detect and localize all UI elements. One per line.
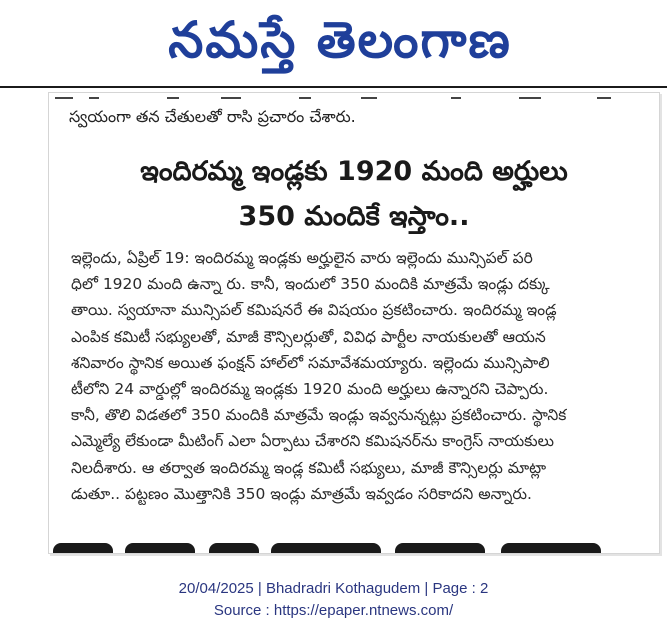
body-line: కానీ, తొలి విడతలో 350 మందికి మాత్రమే ఇండ్లు ఇవ్వనున్నట్లు ప్రకటించారు. స్థానిక xyxy=(71,406,567,425)
body-line: నిలదీశారు. ఆ తర్వాత ఇందిరమ్మ ఇండ్ల కమిటీ సభ్యులు, మాజీ కౌన్సిలర్లు మాట్లా xyxy=(71,458,547,477)
source-link: Source : https://epaper.ntnews.com/ xyxy=(213,602,454,619)
body-line: శనివారం స్థానిక అయిత ఫంక్షన్ హాల్‌లో సమావేశమయ్యారు. ఇల్లెందు మున్సిపాలి xyxy=(71,353,550,372)
body-line: టీలోని 24 వార్డుల్లో ఇందిరమ్మ ఇండ్లకు 1920 మంది అర్హులు ఉన్నారని చెప్పారు. xyxy=(71,380,549,399)
headline-line-1: ఇందిరమ్మ ఇండ్లకు 1920 మంది అర్హులు xyxy=(140,156,568,187)
article-clipping xyxy=(48,92,660,554)
masthead-divider xyxy=(0,86,667,88)
body-line: ధిలో 1920 మంది ఉన్నా రు. కానీ, ఇందులో 350 మందికి మాత్రమే ఇండ్లు దక్కు xyxy=(71,275,550,294)
headline-line-2: 350 మందికే ఇస్తాం.. xyxy=(238,201,470,232)
edition-info: 20/04/2025 | Bhadradri Kothagudem | Page : 2 xyxy=(178,580,489,597)
article-body xyxy=(71,245,645,507)
clipped-next-headline xyxy=(49,541,659,554)
body-line: ఇల్లెందు, ఏప్రిల్ 19: ఇందిరమ్మ ఇండ్లకు అర్హులైన వారు ఇల్లెందు మున్సిపల్ పరి xyxy=(71,249,533,267)
clipped-previous-text xyxy=(49,93,659,103)
body-line: ఎంపిక కమిటీ సభ్యులతో, మాజీ కౌన్సిలర్లుతో, వివిధ పార్టీల నాయకులతో ఆయన xyxy=(71,327,546,346)
masthead-logo: నమస్తే తెలంగాణ xyxy=(168,11,512,69)
article-intro-line: స్వయంగా తన చేతులతో రాసి ప్రచారం చేశారు. xyxy=(69,107,356,126)
body-line: తాయి. స్వయానా మున్సిపల్ కమిషనరే ఈ విషయం ప్రకటించారు. ఇందిరమ్మ ఇండ్ల xyxy=(71,301,557,320)
body-line: డుతూ.. పట్టణం మొత్తానికి 350 ఇండ్లు మాత్రమే ఇవ్వడం సరికాదని అన్నారు. xyxy=(71,484,532,503)
newspaper-masthead xyxy=(0,0,667,88)
body-line: ఎమ్మెల్యే లేకుండా మీటింగ్ ఎలా ఏర్పాటు చేశారని కమిషనర్‌ను కాంగ్రెస్ నాయకులు xyxy=(71,432,554,451)
